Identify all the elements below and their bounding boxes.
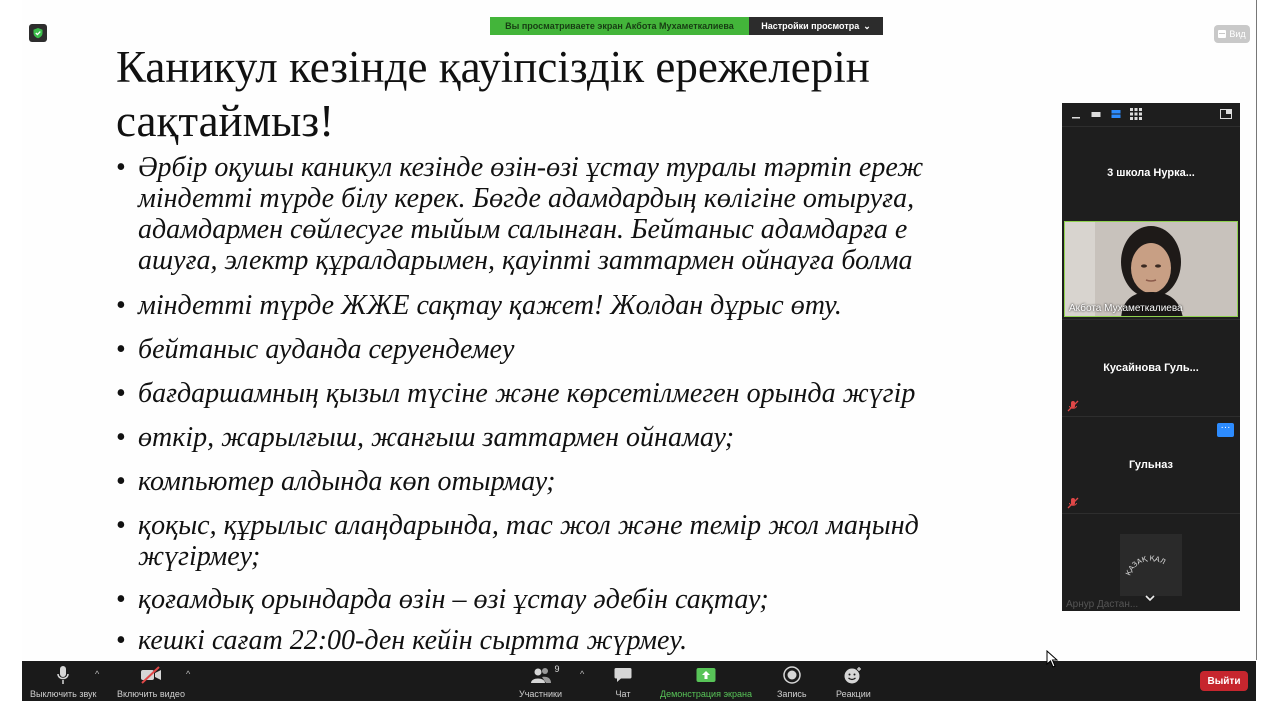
participant-name: 3 школа Нурка... (1107, 167, 1195, 179)
popout-panel-icon[interactable] (1220, 108, 1232, 120)
view-options-label: Настройки просмотра (761, 21, 860, 31)
start-video-button[interactable] (117, 664, 185, 699)
view-button[interactable] (1214, 25, 1250, 43)
slide-bullet: • бағдаршамның қызыл түсіне және көрсетілмеген орында жүгір (116, 378, 1062, 409)
participants-label: Участники (519, 689, 562, 699)
avatar (1120, 534, 1182, 596)
panel-view-controls (1062, 103, 1240, 125)
participant-name: Кусайнова Гуль... (1103, 362, 1199, 374)
reactions-button[interactable] (836, 664, 871, 699)
slide-bullet (116, 152, 1062, 276)
avatar-text: ҚАЗАҚ ҚАЛ (1124, 554, 1167, 577)
minimize-icon[interactable] (1070, 108, 1082, 120)
slide-bullet: • қоғамдық орындарда өзін – өзі ұстау әдебін сақтау; (116, 584, 1062, 615)
video-options-caret-icon[interactable]: ^ (186, 669, 191, 679)
record-button[interactable] (777, 664, 807, 699)
slide-bullet (116, 510, 1062, 572)
leave-button[interactable]: Выйти (1200, 671, 1248, 691)
muted-mic-icon (1067, 400, 1079, 412)
slide-bullet: • өткір, жарылғыш, жанғыш заттармен ойнамау; (116, 422, 1062, 453)
bullet-line: ашуға, электр құралдарымен, қауіпті заттармен ойнауға болма (138, 245, 913, 276)
participants-options-caret-icon[interactable]: ^ (580, 669, 585, 679)
microphone-icon (56, 665, 70, 685)
share-screen-icon (696, 667, 716, 683)
slide-title (116, 40, 1016, 148)
participant-name: Арнур Дастан... (1066, 599, 1139, 610)
mouse-cursor-icon (1046, 650, 1060, 668)
bullet-line: міндетті түрде білу керек. Бөгде адамдардың көлігіне отыруға, (138, 183, 915, 214)
slide-bullets (116, 152, 1062, 662)
participants-icon (530, 666, 552, 684)
view-button-label: Вид (1229, 29, 1246, 39)
participant-name: Гульназ (1129, 459, 1173, 471)
participants-video-panel (1062, 103, 1240, 611)
slide-bullet: • міндетті түрде ЖЖЕ сақтау қажет! Жолдан дұрыс өту. (116, 290, 1062, 321)
gallery-view-icon[interactable] (1130, 108, 1142, 120)
grid-view-icon (1218, 30, 1226, 38)
bullet-line: жүгірмеу; (138, 541, 261, 572)
chat-label: Чат (615, 689, 631, 699)
more-options-button[interactable]: ··· (1217, 423, 1234, 437)
slide-bullet: • бейтаныс ауданда серуендемеу (116, 334, 1062, 365)
audio-options-caret-icon[interactable]: ^ (95, 669, 100, 679)
chevron-down-icon: ⌄ (863, 20, 871, 31)
participants-button[interactable] (519, 664, 562, 699)
record-icon (783, 666, 801, 684)
share-screen-button[interactable] (660, 664, 752, 699)
mute-button-label: Выключить звук (30, 689, 97, 699)
security-shield-icon[interactable] (29, 24, 47, 42)
muted-mic-icon (1067, 497, 1079, 509)
svg-text:ҚАЗАҚ ҚАЛ (1124, 554, 1166, 576)
reactions-label: Реакции (836, 689, 871, 699)
participants-count: 9 (554, 664, 560, 674)
participant-tile[interactable] (1062, 416, 1240, 513)
participant-video-tile[interactable] (1064, 221, 1238, 317)
screen-share-banner (490, 17, 883, 35)
bullet-line: Әрбір оқушы каникул кезінде өзін-өзі ұстау туралы тәртіп ереж (138, 152, 924, 183)
meeting-toolbar (22, 661, 1256, 701)
view-options-button[interactable] (749, 17, 883, 35)
slide-title-line-1: Каникул кезінде қауіпсіздік ережелерін (116, 42, 870, 92)
participant-tile[interactable] (1062, 319, 1240, 416)
viewing-screen-label: Вы просматриваете экран Акбота Мухаметкалиева (490, 17, 749, 35)
reactions-smiley-icon (843, 666, 863, 684)
chat-icon (614, 667, 632, 683)
slide-title-line-2: сақтаймыз! (116, 96, 335, 146)
slide-bullet: • кешкі сағат 22:00-ден кейін сыртта жүрмеу. (116, 625, 1062, 656)
slide-bullet: • компьютер алдында көп отырмау; (116, 466, 1062, 497)
chat-button[interactable] (614, 664, 632, 699)
participant-name: Акбота Мухаметкалиева (1069, 303, 1183, 314)
scroll-down-chevron-icon[interactable] (1143, 593, 1157, 603)
single-video-icon[interactable] (1090, 108, 1102, 120)
bullet-line: қоқыс, құрылыс алаңдарында, тас жол және темір жол маңынд (138, 510, 919, 541)
video-off-icon (140, 666, 162, 684)
mute-button[interactable] (30, 664, 100, 699)
strip-view-icon[interactable] (1110, 108, 1122, 120)
start-video-label: Включить видео (117, 689, 185, 699)
participant-tile[interactable] (1062, 126, 1240, 223)
share-screen-label: Демонстрация экрана (660, 689, 752, 699)
record-label: Запись (777, 689, 807, 699)
screen-edge (1256, 0, 1257, 660)
bullet-line: адамдармен сөйлесуге тыйым салынған. Бейтаныс адамдарға е (138, 214, 908, 245)
